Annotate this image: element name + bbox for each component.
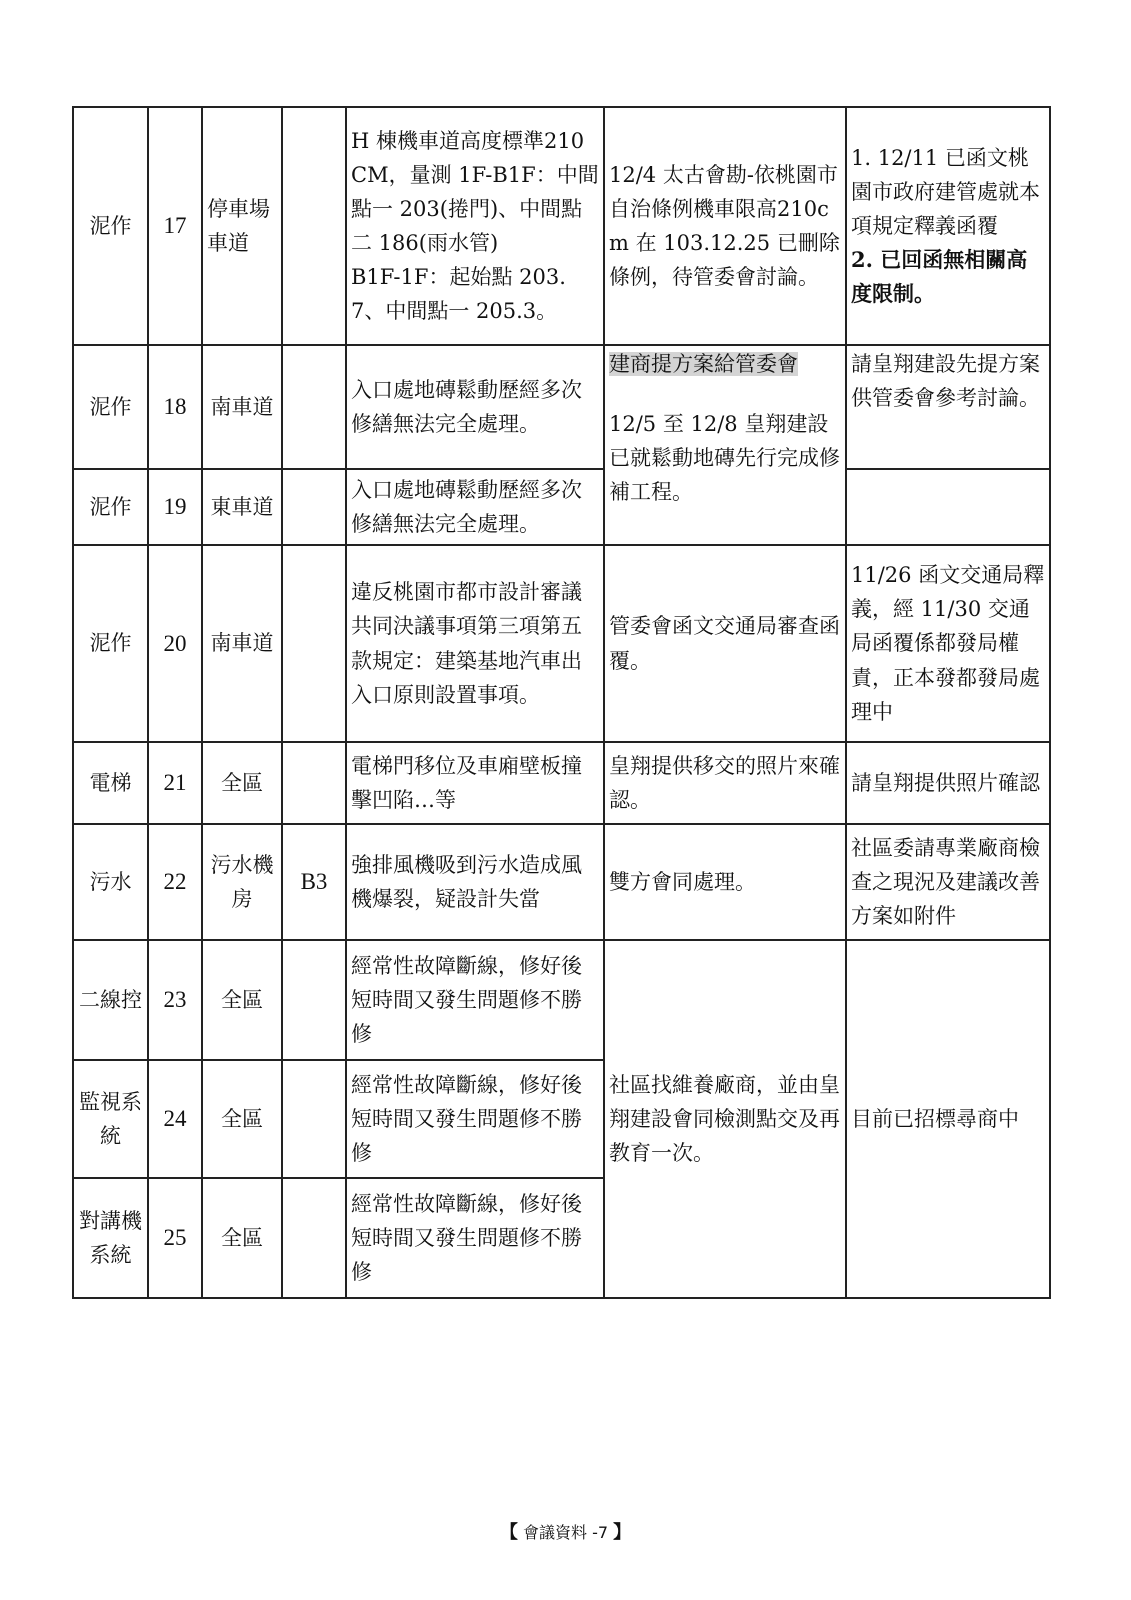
- table-row: [73, 742, 1050, 824]
- floor-cell: [282, 940, 346, 1060]
- issue-cell: 入口處地磚鬆動歷經多次修繕無法完全處理。: [346, 469, 604, 545]
- item-number-cell: 17: [148, 107, 202, 345]
- status-cell: 11/26 函文交通局釋義，經 11/30 交通局函覆係都發局權責，正本發都發局處理中: [846, 545, 1050, 742]
- issue-cell: 經常性故障斷線，修好後短時間又發生問題修不勝修: [346, 1060, 604, 1178]
- footer-close-bracket: 】: [613, 1522, 632, 1543]
- status-cell: [846, 107, 1050, 345]
- location-cell: 污水機房: [202, 824, 282, 940]
- location-cell: 南車道: [202, 545, 282, 742]
- status-text-bold: 2. 已回函無相關高度限制。: [851, 247, 1028, 307]
- floor-cell: B3: [282, 824, 346, 940]
- status-cell: 社區委請專業廠商檢查之現況及建議改善方案如附件: [846, 824, 1050, 940]
- category-cell: 電梯: [73, 742, 148, 824]
- issue-cell: [346, 107, 604, 345]
- issue-cell: 經常性故障斷線，修好後短時間又發生問題修不勝修: [346, 1178, 604, 1298]
- page-footer: [0, 1518, 1131, 1544]
- status-cell: 目前已招標尋商中: [846, 940, 1050, 1298]
- location-cell: 停車場車道: [202, 107, 282, 345]
- table-row: [73, 545, 1050, 742]
- issue-text: H 棟機車道高度標準210CM，量測 1F-B1F：中間點一 203(捲門)、中間點二 186(雨水管): [351, 128, 599, 255]
- floor-cell: [282, 545, 346, 742]
- issue-cell: 強排風機吸到污水造成風機爆裂，疑設計失當: [346, 824, 604, 940]
- item-number-cell: 23: [148, 940, 202, 1060]
- response-text: 12/5 至 12/8 皇翔建設已就鬆動地磚先行完成修補工程。: [609, 412, 840, 505]
- category-cell: 泥作: [73, 345, 148, 469]
- issue-text: B1F-1F：起始點 203.7、中間點一 205.3。: [351, 265, 566, 324]
- table-row: [73, 940, 1050, 1060]
- item-number-cell: 25: [148, 1178, 202, 1298]
- category-cell: 二線控: [73, 940, 148, 1060]
- issue-cell: 經常性故障斷線，修好後短時間又發生問題修不勝修: [346, 940, 604, 1060]
- item-number-cell: 20: [148, 545, 202, 742]
- footer-open-bracket: 【: [499, 1522, 518, 1543]
- status-cell: 請皇翔提供照片確認: [846, 742, 1050, 824]
- status-cell: 請皇翔建設先提方案供管委會參考討論。: [846, 345, 1050, 469]
- location-cell: 南車道: [202, 345, 282, 469]
- issue-cell: 電梯門移位及車廂壁板撞擊凹陷…等: [346, 742, 604, 824]
- floor-cell: [282, 1060, 346, 1178]
- table-row: [73, 824, 1050, 940]
- floor-cell: [282, 1178, 346, 1298]
- floor-cell: [282, 469, 346, 545]
- response-cell: 12/4 太古會勘-依桃園市自治條例機車限高210cm 在 103.12.25 已刪除條例，待管委會討論。: [604, 107, 846, 345]
- table-row: [73, 345, 1050, 469]
- highlighted-response: 建商提方案給管委會: [609, 352, 798, 376]
- location-cell: 全區: [202, 742, 282, 824]
- item-number-cell: 19: [148, 469, 202, 545]
- category-cell: 泥作: [73, 469, 148, 545]
- issue-cell: 違反桃園市都市設計審議共同決議事項第三項第五款規定：建築基地汽車出入口原則設置事項。: [346, 545, 604, 742]
- item-number-cell: 18: [148, 345, 202, 469]
- response-cell: 皇翔提供移交的照片來確認。: [604, 742, 846, 824]
- floor-cell: [282, 107, 346, 345]
- category-cell: 對講機系統: [73, 1178, 148, 1298]
- location-cell: 東車道: [202, 469, 282, 545]
- response-cell: 社區找維養廠商，並由皇翔建設會同檢測點交及再教育一次。: [604, 940, 846, 1298]
- item-number-cell: 22: [148, 824, 202, 940]
- item-number-cell: 21: [148, 742, 202, 824]
- response-cell: 雙方會同處理。: [604, 824, 846, 940]
- status-text: 1. 12/11 已函文桃園市政府建管處就本項規定釋義函覆: [851, 145, 1040, 238]
- location-cell: 全區: [202, 1178, 282, 1298]
- location-cell: 全區: [202, 940, 282, 1060]
- floor-cell: [282, 345, 346, 469]
- floor-cell: [282, 742, 346, 824]
- response-cell: 管委會函文交通局審查函覆。: [604, 545, 846, 742]
- table-row: [73, 107, 1050, 345]
- page-number: -7: [592, 1523, 609, 1542]
- item-number-cell: 24: [148, 1060, 202, 1178]
- category-cell: 監視系統: [73, 1060, 148, 1178]
- category-cell: 泥作: [73, 545, 148, 742]
- issue-table: [72, 106, 1051, 1299]
- category-cell: 污水: [73, 824, 148, 940]
- response-cell: [604, 345, 846, 545]
- location-cell: 全區: [202, 1060, 282, 1178]
- issue-cell: 入口處地磚鬆動歷經多次修繕無法完全處理。: [346, 345, 604, 469]
- footer-label: 會議資料: [522, 1523, 587, 1542]
- status-cell: [846, 469, 1050, 545]
- table-row: [73, 469, 1050, 545]
- category-cell: 泥作: [73, 107, 148, 345]
